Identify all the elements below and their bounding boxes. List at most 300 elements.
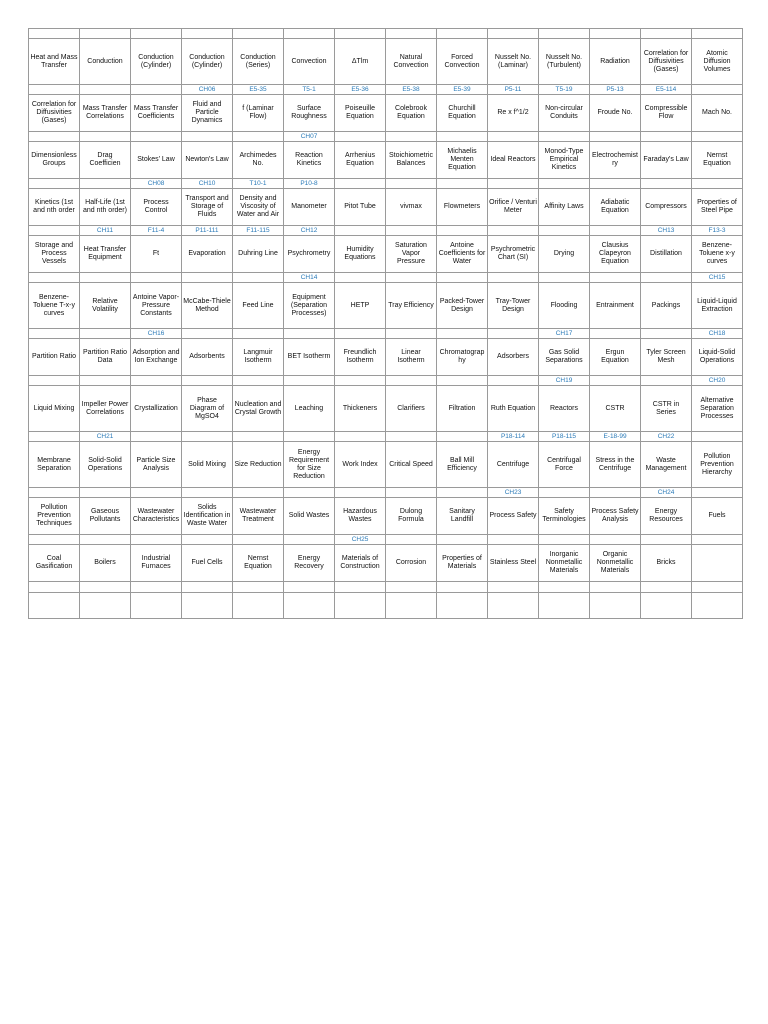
chapter-ref-cell xyxy=(29,85,80,95)
topic-cell: Process Safety xyxy=(488,498,539,535)
topic-cell: Liquid-Liquid Extraction xyxy=(692,283,743,329)
chapter-ref-cell xyxy=(29,179,80,189)
chapter-ref-row xyxy=(29,226,743,236)
chapter-ref-cell xyxy=(335,432,386,442)
topic-cell: Atomic Diffusion Volumes xyxy=(692,39,743,85)
chapter-ref-cell xyxy=(131,432,182,442)
topic-cell: Conduction (Cylinder) xyxy=(131,39,182,85)
chapter-ref-cell xyxy=(692,488,743,498)
topic-cell: Pollution Prevention Techniques xyxy=(29,498,80,535)
chapter-ref-cell xyxy=(233,29,284,39)
chapter-ref-cell xyxy=(29,273,80,283)
chapter-ref-cell: E5-114 xyxy=(641,85,692,95)
topic-cell: Nucleation and Crystal Growth xyxy=(233,386,284,432)
topic-cell: CSTR in Series xyxy=(641,386,692,432)
topic-cell: Faraday's Law xyxy=(641,142,692,179)
topic-cell: Properties of Materials xyxy=(437,545,488,582)
topic-cell: Pollution Prevention Hierarchy xyxy=(692,442,743,488)
chapter-ref-row xyxy=(29,132,743,142)
topic-cell: Half-Life (1st and nth order) xyxy=(80,189,131,226)
chapter-ref-cell xyxy=(590,179,641,189)
topic-cell: Coal Gasification xyxy=(29,545,80,582)
topic-cell: Wastewater Treatment xyxy=(233,498,284,535)
topic-cell xyxy=(335,593,386,619)
chapter-ref-cell xyxy=(488,273,539,283)
topic-cell: Leaching xyxy=(284,386,335,432)
chapter-ref-cell xyxy=(437,488,488,498)
topic-cell: Electrochemistry xyxy=(590,142,641,179)
chapter-ref-cell: CH14 xyxy=(284,273,335,283)
chapter-ref-cell: CH20 xyxy=(692,376,743,386)
topic-cell: Flowmeters xyxy=(437,189,488,226)
topic-cell: Nusselt No. (Turbulent) xyxy=(539,39,590,85)
topic-cell: Ergun Equation xyxy=(590,339,641,376)
chapter-ref-cell xyxy=(437,432,488,442)
topic-cell: Duhring Line xyxy=(233,236,284,273)
chapter-ref-cell xyxy=(437,29,488,39)
chapter-ref-cell xyxy=(29,488,80,498)
topic-cell: Solid Mixing xyxy=(182,442,233,488)
topic-cell xyxy=(386,593,437,619)
chapter-ref-cell: CH24 xyxy=(641,488,692,498)
topic-cell: Mass Transfer Coefficients xyxy=(131,95,182,132)
topic-cell: Antoine Vapor-Pressure Constants xyxy=(131,283,182,329)
topic-cell: Nernst Equation xyxy=(233,545,284,582)
topic-cell: Ball Mill Efficiency xyxy=(437,442,488,488)
topic-row xyxy=(29,189,743,226)
topic-cell: Froude No. xyxy=(590,95,641,132)
chapter-ref-cell xyxy=(233,432,284,442)
topic-cell xyxy=(590,593,641,619)
chapter-ref-cell xyxy=(488,376,539,386)
chapter-ref-cell: CH11 xyxy=(80,226,131,236)
topic-cell xyxy=(182,582,233,593)
chapter-ref-cell: CH23 xyxy=(488,488,539,498)
topic-cell: Mass Transfer Correlations xyxy=(80,95,131,132)
topic-row xyxy=(29,39,743,85)
topic-cell: Orifice / Venturi Meter xyxy=(488,189,539,226)
topic-cell: Packings xyxy=(641,283,692,329)
chapter-ref-cell xyxy=(539,132,590,142)
topic-cell: Michaelis Menten Equation xyxy=(437,142,488,179)
topic-cell: Safety Terminologies xyxy=(539,498,590,535)
topic-cell: Benzene-Toluene x-y curves xyxy=(692,236,743,273)
topic-cell: Distillation xyxy=(641,236,692,273)
topic-cell: HETP xyxy=(335,283,386,329)
chapter-ref-cell: CH08 xyxy=(131,179,182,189)
topic-cell: Stainless Steel xyxy=(488,545,539,582)
topic-cell: Energy Recovery xyxy=(284,545,335,582)
chapter-ref-cell xyxy=(335,179,386,189)
topic-row xyxy=(29,236,743,273)
chapter-ref-cell xyxy=(641,376,692,386)
topic-cell: Convection xyxy=(284,39,335,85)
topic-cell xyxy=(386,582,437,593)
chapter-ref-cell: CH15 xyxy=(692,273,743,283)
topic-cell: Entrainment xyxy=(590,283,641,329)
chapter-ref-cell xyxy=(590,329,641,339)
chapter-ref-cell xyxy=(182,376,233,386)
chapter-ref-cell xyxy=(539,535,590,545)
chapter-ref-cell xyxy=(233,273,284,283)
chapter-ref-cell xyxy=(284,535,335,545)
chapter-ref-cell xyxy=(386,376,437,386)
topic-cell: Correlation for Diffusivities (Gases) xyxy=(641,39,692,85)
topic-cell xyxy=(29,582,80,593)
topic-cell: Nernst Equation xyxy=(692,142,743,179)
topic-cell: Kinetics (1st and nth order xyxy=(29,189,80,226)
chapter-ref-cell xyxy=(386,432,437,442)
chapter-ref-cell xyxy=(641,273,692,283)
topic-cell: Solid-Solid Operations xyxy=(80,442,131,488)
chapter-ref-cell: E5-35 xyxy=(233,85,284,95)
topic-cell: Chromatography xyxy=(437,339,488,376)
chapter-ref-cell xyxy=(182,488,233,498)
topic-cell: Storage and Process Vessels xyxy=(29,236,80,273)
topic-cell: McCabe-Thiele Method xyxy=(182,283,233,329)
topic-row xyxy=(29,339,743,376)
topic-cell: Affinity Laws xyxy=(539,189,590,226)
chapter-ref-cell xyxy=(131,273,182,283)
chapter-ref-cell xyxy=(80,376,131,386)
chapter-ref-cell: P18-114 xyxy=(488,432,539,442)
chapter-ref-cell xyxy=(386,488,437,498)
chapter-ref-cell xyxy=(590,535,641,545)
chapter-ref-cell xyxy=(131,132,182,142)
topic-cell: Churchill Equation xyxy=(437,95,488,132)
topic-cell: Industrial Furnaces xyxy=(131,545,182,582)
topic-cell: Crystallization xyxy=(131,386,182,432)
chapter-ref-cell xyxy=(131,535,182,545)
topic-cell: Density and Viscosity of Water and Air xyxy=(233,189,284,226)
chapter-ref-cell xyxy=(386,535,437,545)
topic-cell: Partition Ratio xyxy=(29,339,80,376)
chapter-ref-cell xyxy=(437,376,488,386)
chapter-ref-cell xyxy=(641,535,692,545)
chapter-ref-cell xyxy=(488,29,539,39)
chapter-ref-row xyxy=(29,273,743,283)
chapter-ref-row xyxy=(29,179,743,189)
topic-cell: Materials of Construction xyxy=(335,545,386,582)
chapter-ref-cell: E-18-99 xyxy=(590,432,641,442)
topic-cell: Bricks xyxy=(641,545,692,582)
topic-cell: Stokes' Law xyxy=(131,142,182,179)
chapter-ref-cell xyxy=(692,535,743,545)
chapter-ref-cell xyxy=(386,179,437,189)
topic-cell: Nusselt No. (Laminar) xyxy=(488,39,539,85)
chapter-ref-cell xyxy=(233,535,284,545)
topic-row xyxy=(29,593,743,619)
topic-cell xyxy=(233,593,284,619)
topic-cell: Manometer xyxy=(284,189,335,226)
topic-cell xyxy=(692,593,743,619)
chapter-ref-cell: CH06 xyxy=(182,85,233,95)
topic-cell: Gaseous Pollutants xyxy=(80,498,131,535)
chapter-ref-cell xyxy=(641,29,692,39)
topic-cell xyxy=(692,545,743,582)
topic-cell xyxy=(539,582,590,593)
topic-row xyxy=(29,545,743,582)
topic-cell: Work Index xyxy=(335,442,386,488)
topic-cell: Saturation Vapor Pressure xyxy=(386,236,437,273)
chapter-ref-cell xyxy=(539,273,590,283)
chapter-ref-cell xyxy=(233,376,284,386)
topic-cell: Heat and Mass Transfer xyxy=(29,39,80,85)
chapter-ref-cell: CH07 xyxy=(284,132,335,142)
chapter-ref-cell xyxy=(182,132,233,142)
topic-cell: Fluid and Particle Dynamics xyxy=(182,95,233,132)
chapter-ref-cell: CH10 xyxy=(182,179,233,189)
topic-cell xyxy=(437,582,488,593)
chapter-ref-cell xyxy=(335,226,386,236)
topic-cell xyxy=(437,593,488,619)
topic-row xyxy=(29,142,743,179)
topic-cell: Adsorption and Ion Exchange xyxy=(131,339,182,376)
topic-row xyxy=(29,386,743,432)
topic-cell xyxy=(233,582,284,593)
topic-cell: CSTR xyxy=(590,386,641,432)
topic-cell: Poiseuille Equation xyxy=(335,95,386,132)
chapter-ref-cell xyxy=(182,29,233,39)
topic-cell: Flooding xyxy=(539,283,590,329)
topic-cell: Pitot Tube xyxy=(335,189,386,226)
chapter-ref-cell xyxy=(590,132,641,142)
topic-row xyxy=(29,95,743,132)
chapter-ref-cell xyxy=(590,376,641,386)
chapter-ref-cell xyxy=(284,488,335,498)
chapter-ref-cell: CH19 xyxy=(539,376,590,386)
topic-cell: Compressors xyxy=(641,189,692,226)
topic-cell: Adsorbents xyxy=(182,339,233,376)
chapter-ref-cell xyxy=(233,329,284,339)
chapter-ref-cell: P18-115 xyxy=(539,432,590,442)
topic-cell xyxy=(539,593,590,619)
chapter-ref-cell: P5-13 xyxy=(590,85,641,95)
topic-cell: Ideal Reactors xyxy=(488,142,539,179)
topic-cell: Adsorbers xyxy=(488,339,539,376)
topic-cell xyxy=(641,582,692,593)
topic-cell: Stress in the Centrifuge xyxy=(590,442,641,488)
topic-cell: Tray-Tower Design xyxy=(488,283,539,329)
chapter-ref-cell xyxy=(29,329,80,339)
chapter-ref-cell xyxy=(641,132,692,142)
topic-cell: Centrifugal Force xyxy=(539,442,590,488)
topic-cell xyxy=(80,582,131,593)
topic-cell: Drag Coefficien xyxy=(80,142,131,179)
topic-cell: Tray Efficiency xyxy=(386,283,437,329)
chapter-ref-cell: CH22 xyxy=(641,432,692,442)
topic-cell: Hazardous Wastes xyxy=(335,498,386,535)
chapter-ref-cell xyxy=(233,132,284,142)
chapter-ref-cell xyxy=(488,329,539,339)
chapter-ref-row xyxy=(29,85,743,95)
chapter-ref-cell xyxy=(641,179,692,189)
chapter-ref-cell xyxy=(131,488,182,498)
chapter-ref-cell: CH21 xyxy=(80,432,131,442)
topic-cell: Phase Diagram of MgSO4 xyxy=(182,386,233,432)
chapter-ref-cell xyxy=(284,432,335,442)
topic-cell: Partition Ratio Data xyxy=(80,339,131,376)
topic-cell xyxy=(335,582,386,593)
chapter-ref-cell xyxy=(335,132,386,142)
chapter-ref-cell: CH18 xyxy=(692,329,743,339)
chapter-ref-cell xyxy=(335,29,386,39)
chapter-ref-cell xyxy=(539,226,590,236)
topic-cell: Thickeners xyxy=(335,386,386,432)
topic-cell: Process Safety Analysis xyxy=(590,498,641,535)
chapter-ref-cell xyxy=(488,179,539,189)
chapter-ref-cell xyxy=(80,29,131,39)
topic-cell: Psychrometry xyxy=(284,236,335,273)
topic-cell: Freundlich Isotherm xyxy=(335,339,386,376)
topic-cell: Transport and Storage of Fluids xyxy=(182,189,233,226)
topic-cell: Reactors xyxy=(539,386,590,432)
topic-cell: Clausius Clapeyron Equation xyxy=(590,236,641,273)
topic-cell: Energy Requirement for Size Reduction xyxy=(284,442,335,488)
topic-cell: Relative Volatility xyxy=(80,283,131,329)
topic-cell: Linear Isotherm xyxy=(386,339,437,376)
chapter-ref-cell xyxy=(590,488,641,498)
topic-cell: Arrhenius Equation xyxy=(335,142,386,179)
topic-cell: Inorganic Nonmetallic Materials xyxy=(539,545,590,582)
chapter-ref-cell xyxy=(182,535,233,545)
chapter-ref-cell xyxy=(284,376,335,386)
topic-cell: Filtration xyxy=(437,386,488,432)
chapter-ref-cell: CH17 xyxy=(539,329,590,339)
topic-cell: Size Reduction xyxy=(233,442,284,488)
chapter-ref-cell xyxy=(29,29,80,39)
topic-cell: Equipment (Separation Processes) xyxy=(284,283,335,329)
topic-cell: Psychrometric Chart (SI) xyxy=(488,236,539,273)
chapter-ref-cell xyxy=(488,226,539,236)
topic-cell xyxy=(131,582,182,593)
chapter-ref-row xyxy=(29,432,743,442)
topic-cell: Tyler Screen Mesh xyxy=(641,339,692,376)
chapter-ref-cell xyxy=(29,535,80,545)
topic-cell: Wastewater Characteristics xyxy=(131,498,182,535)
chapter-ref-cell: P11-111 xyxy=(182,226,233,236)
chapter-ref-cell: CH13 xyxy=(641,226,692,236)
chapter-ref-cell: P5-11 xyxy=(488,85,539,95)
chapter-ref-cell xyxy=(335,329,386,339)
topic-cell: Solids Identification in Waste Water xyxy=(182,498,233,535)
chapter-ref-cell xyxy=(80,535,131,545)
topic-cell: Correlation for Diffusivities (Gases) xyxy=(29,95,80,132)
chapter-ref-cell xyxy=(80,329,131,339)
topic-cell: Ft xyxy=(131,236,182,273)
topic-cell: Particle Size Analysis xyxy=(131,442,182,488)
topic-cell: Radiation xyxy=(590,39,641,85)
topic-row xyxy=(29,582,743,593)
topic-cell: Humidity Equations xyxy=(335,236,386,273)
chapter-ref-cell xyxy=(386,273,437,283)
topic-cell: Waste Management xyxy=(641,442,692,488)
topic-cell xyxy=(80,593,131,619)
chapter-ref-cell xyxy=(335,488,386,498)
chapter-ref-cell xyxy=(539,488,590,498)
chapter-ref-cell xyxy=(131,29,182,39)
chapter-ref-cell xyxy=(80,85,131,95)
topic-cell: Critical Speed xyxy=(386,442,437,488)
topic-cell: Fuel Cells xyxy=(182,545,233,582)
chapter-ref-cell xyxy=(131,85,182,95)
topic-cell: Packed-Tower Design xyxy=(437,283,488,329)
chapter-ref-cell: F11-4 xyxy=(131,226,182,236)
chapter-ref-cell xyxy=(386,29,437,39)
topic-cell: Centrifuge xyxy=(488,442,539,488)
topic-cell: Drying xyxy=(539,236,590,273)
topic-cell: Natural Convection xyxy=(386,39,437,85)
topic-cell: Stoichiometric Balances xyxy=(386,142,437,179)
topic-cell: Mach No. xyxy=(692,95,743,132)
chapter-ref-cell xyxy=(437,329,488,339)
topic-cell: Antoine Coefficients for Water xyxy=(437,236,488,273)
topic-cell xyxy=(131,593,182,619)
topic-cell: Energy Resources xyxy=(641,498,692,535)
chapter-ref-cell xyxy=(386,132,437,142)
topic-cell: Dimensionless Groups xyxy=(29,142,80,179)
topic-cell: Corrosion xyxy=(386,545,437,582)
chapter-ref-cell: E5-38 xyxy=(386,85,437,95)
chapter-ref-cell xyxy=(692,132,743,142)
chapter-ref-cell: F11-115 xyxy=(233,226,284,236)
topic-cell: Alternative Separation Processes xyxy=(692,386,743,432)
chapter-ref-cell xyxy=(386,226,437,236)
chapter-ref-cell xyxy=(131,376,182,386)
chapter-ref-cell xyxy=(590,29,641,39)
topic-cell: vivmax xyxy=(386,189,437,226)
topic-cell: Solid Wastes xyxy=(284,498,335,535)
topic-cell: Archimedes No. xyxy=(233,142,284,179)
chapter-ref-cell xyxy=(182,329,233,339)
chapter-ref-cell xyxy=(692,432,743,442)
chapter-ref-cell xyxy=(80,273,131,283)
chapter-ref-cell xyxy=(590,226,641,236)
topic-cell xyxy=(692,582,743,593)
chapter-ref-row xyxy=(29,488,743,498)
topic-cell: Monod-Type Empirical Kinetics xyxy=(539,142,590,179)
topic-row xyxy=(29,283,743,329)
topic-cell: BET Isotherm xyxy=(284,339,335,376)
topic-cell: Reaction Kinetics xyxy=(284,142,335,179)
topic-cell: Heat Transfer Equipment xyxy=(80,236,131,273)
chapter-ref-row xyxy=(29,29,743,39)
topic-cell: Compressible Flow xyxy=(641,95,692,132)
chapter-ref-cell xyxy=(182,432,233,442)
chapter-ref-cell: F13-3 xyxy=(692,226,743,236)
chapter-ref-cell xyxy=(437,535,488,545)
topic-cell: Process Control xyxy=(131,189,182,226)
chapter-ref-cell: CH16 xyxy=(131,329,182,339)
topic-cell xyxy=(590,582,641,593)
chapter-ref-cell: E5-36 xyxy=(335,85,386,95)
chapter-ref-cell xyxy=(29,132,80,142)
chapter-ref-cell xyxy=(641,329,692,339)
chapter-ref-row xyxy=(29,329,743,339)
topic-cell: Impeller Power Correlations xyxy=(80,386,131,432)
topic-cell: Membrane Separation xyxy=(29,442,80,488)
topic-cell: Adiabatic Equation xyxy=(590,189,641,226)
chapter-ref-cell xyxy=(437,273,488,283)
topic-cell: Evaporation xyxy=(182,236,233,273)
topic-cell: Conduction xyxy=(80,39,131,85)
topic-cell: f (Laminar Flow) xyxy=(233,95,284,132)
topic-cell: Forced Convection xyxy=(437,39,488,85)
topic-cell xyxy=(284,593,335,619)
chapter-ref-cell xyxy=(437,132,488,142)
topic-cell xyxy=(29,593,80,619)
topic-cell: Colebrook Equation xyxy=(386,95,437,132)
